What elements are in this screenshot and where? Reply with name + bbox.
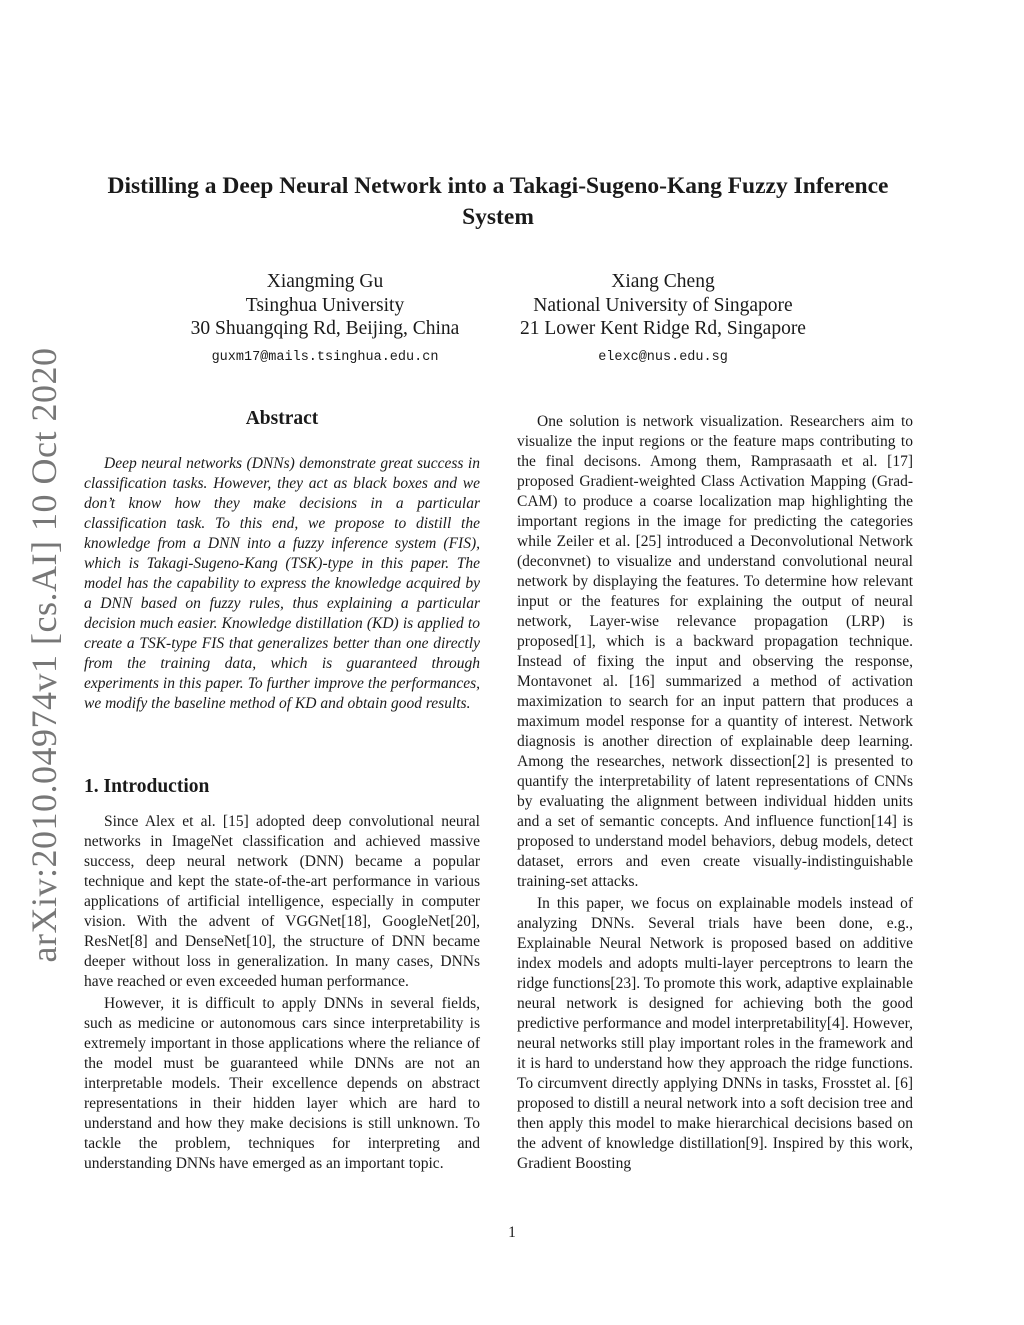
author-address: 21 Lower Kent Ridge Rd, Singapore xyxy=(520,318,806,339)
paragraph: In this paper, we focus on explainable models instead of analyzing DNNs. Several trials have been done, e.g., Explainable Neural Network is proposed based on additive index models and adopts multi-layer perceptrons to learn the ridge functions[23]. To promote this work, adaptive explainable neural network is designed for achieving both the good predictive performance and model interpretability[4]. However, neural networks still play important roles in the framework and it is hard to understand how they approach the ridge functions. To circumvent directly applying DNNs in tasks, Frosstet al. [6] proposed to distill a neural network into a soft decision tree and then apply this model to make hierarchical decisions based on the advent of knowledge distillation[9]. Inspired by this work, Gradient Boosting xyxy=(517,895,913,1172)
author-name: Xiangming Gu xyxy=(266,271,384,292)
paper-title: Distilling a Deep Neural Network into a Takagi-Sugeno-Kang Fuzzy Inference System xyxy=(107,173,889,230)
abstract-heading: Abstract xyxy=(245,408,319,429)
author-block-1 xyxy=(175,270,475,369)
abstract-body: Deep neural networks (DNNs) demonstrate great success in classification tasks. However, they act as black boxes and we don’t know how they make decisions in a particular classification task. To this end, we propose to distill the knowledge from a DNN into a fuzzy inference system (FIS), which is Takagi-Sugeno-Kang (TSK)-type in this paper. The model has the capability to express the knowledge acquired by a DNN based on fuzzy rules, thus explaining a particular decision much easier. Knowledge distillation (KD) is applied to create a TSK-type FIS that generalizes better than one directly from the training data, which is guaranteed through experiments in this paper. To further improve the performances, we modify the baseline method of KD and obtain good results. xyxy=(84,455,480,712)
paragraph: One solution is network visualization. Researchers aim to visualize the input regions or the feature maps contributing to the final decisons. Among them, Ramprasaath et al. [17] proposed Gradient-weighted Class Activation Mapping (Grad-CAM) to produce a coarse localization map highlighting the important regions in the image for predicting the categories while Zeiler et al. [25] introduced a Deconvolutional Network (deconvnet) to visualize and understand convolutional neural network by displaying the features. To determine how relevant input or the features for explaining the output of neural network, Layer-wise relevance propagation (LRP) is proposed[1], which is a backward propagation technique. Instead of fixing the input and observing the response, Montavonet al. [16] summarized a method of activation maximization to search for an input pattern that produces a maximum model response for a quantity of interest. Network diagnosis is another direction of explainable deep learning. Among the researches, network dissection[2] is presented to quantify the interpretability of latent representations of CNNs by evaluating the alignment between individual hidden units and a set of semantic concepts. And influence function[14] is proposed to understand model behaviors, debug models, detect dataset, errors and even create visually-indistinguishable training-set attacks. xyxy=(517,413,913,890)
paragraph: Since Alex et al. [15] adopted deep convolutional neural networks in ImageNet classification and achieved massive success, deep neural network (DNN) became a popular technique and kept the state-of-the-art performance in various applications of artificial intelligence, especially in computer vision. With the advent of VGGNet[18], GoogleNet[20], ResNet[8] and DenseNet[10], the structure of DNN became deeper without loss in generalization. In many cases, DNNs have reached or even exceeded human performance. xyxy=(84,813,480,990)
paragraph: However, it is difficult to apply DNNs in several fields, such as medicine or autonomous cars since interpretability is extremely important in those applications where the reliance of the model must be guaranteed while DNNs are not an interpretable models. Their excellence depends on abstract representations in their hidden layer which are hard to understand and how they make decisions is still unknown. To tackle the problem, techniques for interpreting and understanding DNNs have emerged as an important topic. xyxy=(84,995,480,1172)
author-affiliation: Tsinghua University xyxy=(245,294,405,316)
left-column-body xyxy=(84,812,480,1176)
arxiv-identifier-stamp: arXiv:2010.04974v1 [cs.AI] 10 Oct 2020 xyxy=(24,347,64,963)
author-address: 30 Shuangqing Rd, Beijing, China xyxy=(190,318,460,339)
author-email[interactable]: elexc@nus.edu.sg xyxy=(598,349,728,365)
author-block-2 xyxy=(508,270,818,369)
author-email[interactable]: guxm17@mails.tsinghua.edu.cn xyxy=(211,349,439,365)
author-affiliation: National University of Singapore xyxy=(533,294,793,316)
author-name: Xiang Cheng xyxy=(611,271,715,292)
introduction-heading: 1. Introduction xyxy=(84,776,210,797)
right-column-body xyxy=(517,412,913,1176)
page-number: 1 xyxy=(508,1224,516,1241)
